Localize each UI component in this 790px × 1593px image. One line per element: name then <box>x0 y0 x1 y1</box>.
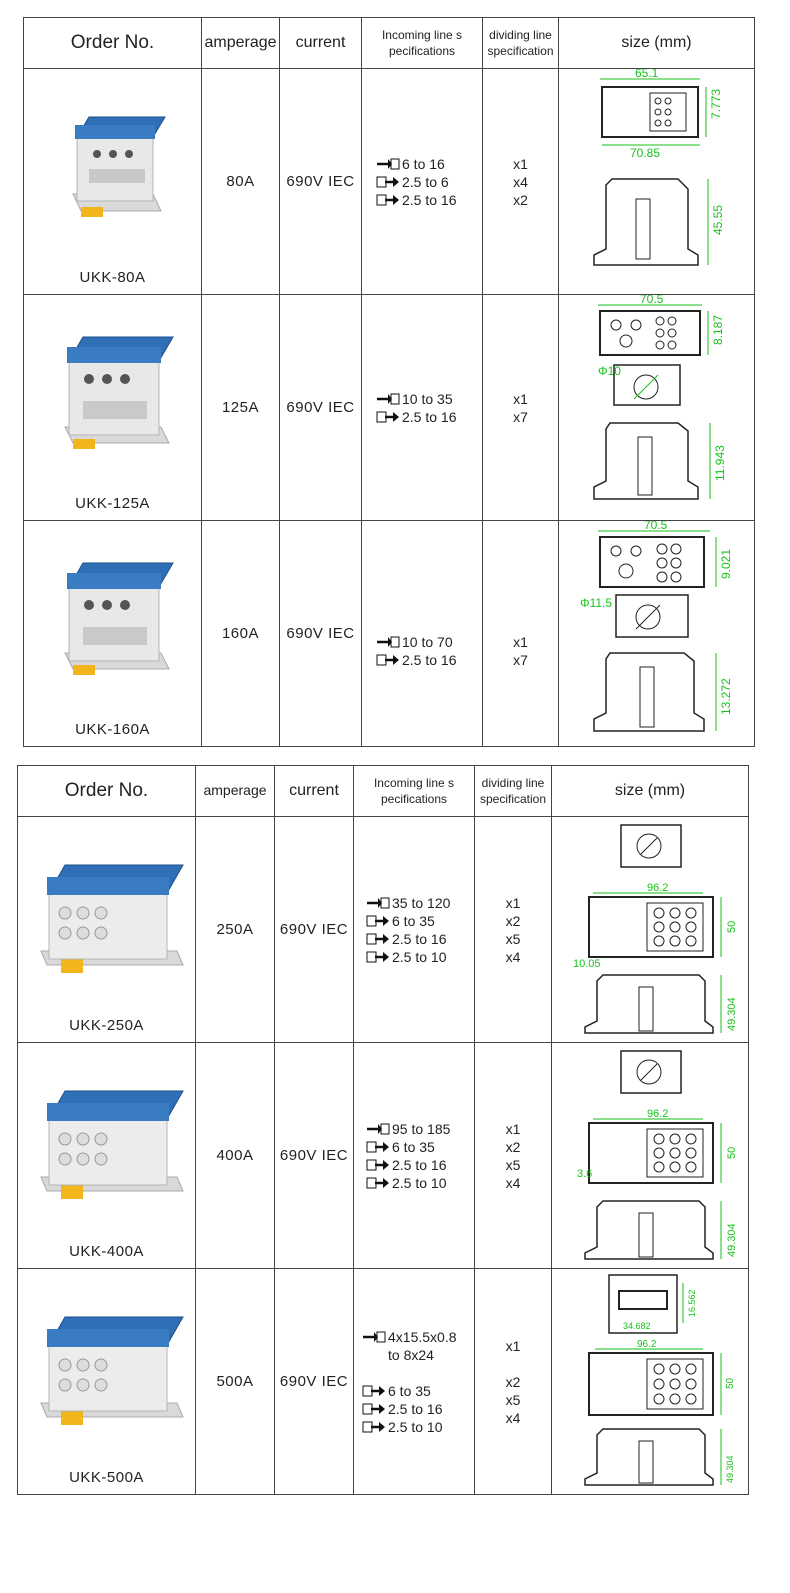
spec-line: 2.5 to 6 <box>376 173 482 191</box>
incoming-list <box>376 633 482 669</box>
spec-line: 2.5 to 16 <box>362 1400 474 1418</box>
current-cell: 690V IEC <box>275 1269 354 1495</box>
outgoing-arrow-icon <box>366 930 392 948</box>
spec-line: 95 to 185 <box>366 1120 474 1138</box>
svg-text:96.2: 96.2 <box>646 1108 668 1120</box>
spec-line: 2.5 to 16 <box>376 651 482 669</box>
spec-line: 6 to 35 <box>366 912 474 930</box>
dimension-drawing <box>560 521 754 741</box>
current-cell: 690V IEC <box>280 521 362 747</box>
incoming-arrow-icon <box>362 1328 388 1346</box>
header-amperage: amperage <box>196 766 275 817</box>
dimension-drawing <box>553 1269 748 1489</box>
incoming-cell <box>354 1043 475 1269</box>
header-current: current <box>280 18 362 69</box>
outgoing-arrow-icon <box>366 912 392 930</box>
order-cell <box>24 295 202 521</box>
incoming-cell <box>362 521 483 747</box>
outgoing-arrow-icon <box>366 1174 392 1192</box>
svg-text:70.85: 70.85 <box>629 146 660 160</box>
amperage-cell: 500A <box>196 1269 275 1495</box>
incoming-arrow-icon <box>376 633 402 651</box>
model-label: UKK-80A <box>79 269 146 286</box>
svg-text:50: 50 <box>724 1377 736 1389</box>
svg-text:70.5: 70.5 <box>639 295 663 306</box>
model-label: UKK-400A <box>69 1243 144 1260</box>
terminal-block-image <box>27 851 187 981</box>
svg-text:49.304: 49.304 <box>725 997 738 1031</box>
outgoing-arrow-icon <box>376 191 402 209</box>
spec-table-1 <box>23 17 755 747</box>
header-size: size (mm) <box>552 766 749 817</box>
amperage-cell: 400A <box>196 1043 275 1269</box>
dividing-cell: x1 x2 x5 x4 <box>475 817 552 1043</box>
svg-text:Φ10: Φ10 <box>597 364 621 378</box>
terminal-block-image <box>27 1303 187 1433</box>
incoming-arrow-icon <box>376 390 402 408</box>
header-row <box>18 766 749 817</box>
outgoing-arrow-icon <box>376 651 402 669</box>
terminal-block-image <box>53 99 173 224</box>
amperage-cell: 160A <box>202 521 280 747</box>
spec-line: 6 to 16 <box>376 155 482 173</box>
dimension-drawing-cell <box>559 521 755 747</box>
svg-text:Φ11.5: Φ11.5 <box>579 596 612 610</box>
current-cell: 690V IEC <box>280 295 362 521</box>
header-amperage: amperage <box>202 18 280 69</box>
order-cell <box>24 521 202 747</box>
dimension-drawing <box>553 817 748 1037</box>
terminal-block-image <box>27 1077 187 1207</box>
incoming-list <box>376 155 482 209</box>
outgoing-arrow-icon <box>376 173 402 191</box>
table-row <box>18 1269 749 1495</box>
model-label: UKK-160A <box>75 721 150 738</box>
svg-text:49.304: 49.304 <box>725 1223 738 1257</box>
order-cell <box>24 69 202 295</box>
header-incoming: Incoming line s pecifications <box>354 766 475 817</box>
svg-text:49.304: 49.304 <box>724 1455 735 1483</box>
model-label: UKK-125A <box>75 495 150 512</box>
spec-line: 6 to 35 <box>366 1138 474 1156</box>
dimension-drawing-cell <box>559 69 755 295</box>
dividing-cell: x1 x7 <box>483 295 559 521</box>
svg-text:7.773: 7.773 <box>708 88 723 119</box>
outgoing-arrow-icon <box>366 1156 392 1174</box>
spec-line: 2.5 to 16 <box>366 1156 474 1174</box>
model-label: UKK-250A <box>69 1017 144 1034</box>
svg-text:8.187: 8.187 <box>710 314 725 345</box>
incoming-arrow-icon <box>366 894 392 912</box>
spec-table-2 <box>17 765 749 1495</box>
svg-text:45.55: 45.55 <box>710 204 725 235</box>
svg-text:10.05: 10.05 <box>572 958 601 970</box>
incoming-list <box>366 1120 474 1192</box>
svg-text:65.1: 65.1 <box>634 69 658 80</box>
svg-text:13.272: 13.272 <box>718 678 733 715</box>
incoming-list <box>376 390 482 426</box>
spec-line: 2.5 to 10 <box>366 948 474 966</box>
incoming-arrow-icon <box>376 155 402 173</box>
table-row <box>24 295 755 521</box>
outgoing-arrow-icon <box>376 408 402 426</box>
model-label: UKK-500A <box>69 1469 144 1486</box>
svg-text:9.021: 9.021 <box>718 548 733 579</box>
incoming-list <box>366 894 474 966</box>
svg-text:50: 50 <box>725 1146 738 1159</box>
svg-text:96.2: 96.2 <box>646 882 668 894</box>
table-row <box>18 817 749 1043</box>
spec-line: 2.5 to 16 <box>366 930 474 948</box>
incoming-cell <box>362 295 483 521</box>
outgoing-arrow-icon <box>362 1418 388 1436</box>
outgoing-arrow-icon <box>366 1138 392 1156</box>
svg-text:34.682: 34.682 <box>622 1321 651 1331</box>
table-row <box>24 69 755 295</box>
amperage-cell: 250A <box>196 817 275 1043</box>
header-dividing: dividing line specification <box>475 766 552 817</box>
spec-line: 10 to 70 <box>376 633 482 651</box>
dimension-drawing <box>553 1043 748 1263</box>
header-order: Order No. <box>24 18 202 69</box>
current-cell: 690V IEC <box>280 69 362 295</box>
amperage-cell: 80A <box>202 69 280 295</box>
spec-line: 6 to 35 <box>362 1382 474 1400</box>
spec-line: 2.5 to 10 <box>362 1418 474 1436</box>
header-row <box>24 18 755 69</box>
svg-text:11.943: 11.943 <box>712 445 727 481</box>
svg-text:96.2: 96.2 <box>636 1339 656 1350</box>
order-cell <box>18 1043 196 1269</box>
spec-line: 2.5 to 10 <box>366 1174 474 1192</box>
svg-text:70.5: 70.5 <box>643 521 667 532</box>
header-order: Order No. <box>18 766 196 817</box>
incoming-cell <box>354 1269 475 1495</box>
spec-line: 4x15.5x0.8 to 8x24 <box>362 1328 474 1364</box>
terminal-block-image <box>43 317 183 457</box>
current-cell: 690V IEC <box>275 1043 354 1269</box>
spec-line: 2.5 to 16 <box>376 191 482 209</box>
dividing-cell: x1 x2 x5 x4 <box>475 1269 552 1495</box>
dimension-drawing-cell <box>559 295 755 521</box>
header-dividing: dividing line specification <box>483 18 559 69</box>
terminal-block-image <box>43 543 183 683</box>
dimension-drawing <box>560 295 754 515</box>
order-cell <box>18 1269 196 1495</box>
dimension-drawing <box>560 69 754 289</box>
dimension-drawing-cell <box>552 1043 749 1269</box>
clip <box>81 207 103 217</box>
spec-line: 2.5 to 16 <box>376 408 482 426</box>
current-cell: 690V IEC <box>275 817 354 1043</box>
amperage-cell: 125A <box>202 295 280 521</box>
outgoing-arrow-icon <box>366 948 392 966</box>
spec-line: 10 to 35 <box>376 390 482 408</box>
incoming-cell <box>362 69 483 295</box>
spec-line: 35 to 120 <box>366 894 474 912</box>
incoming-list <box>362 1328 474 1436</box>
header-incoming: Incoming line s pecifications <box>362 18 483 69</box>
table-row <box>24 521 755 747</box>
dividing-cell: x1 x7 <box>483 521 559 747</box>
table-row <box>18 1043 749 1269</box>
order-cell <box>18 817 196 1043</box>
svg-text:16.562: 16.562 <box>686 1289 697 1317</box>
dividing-cell: x1 x4 x2 <box>483 69 559 295</box>
svg-text:3.6: 3.6 <box>576 1168 592 1180</box>
dimension-drawing-cell <box>552 1269 749 1495</box>
svg-text:50: 50 <box>725 920 738 933</box>
incoming-arrow-icon <box>366 1120 392 1138</box>
outgoing-arrow-icon <box>362 1400 388 1418</box>
dimension-drawing-cell <box>552 817 749 1043</box>
header-size: size (mm) <box>559 18 755 69</box>
incoming-cell <box>354 817 475 1043</box>
outgoing-arrow-icon <box>362 1382 388 1400</box>
header-current: current <box>275 766 354 817</box>
dividing-cell: x1 x2 x5 x4 <box>475 1043 552 1269</box>
